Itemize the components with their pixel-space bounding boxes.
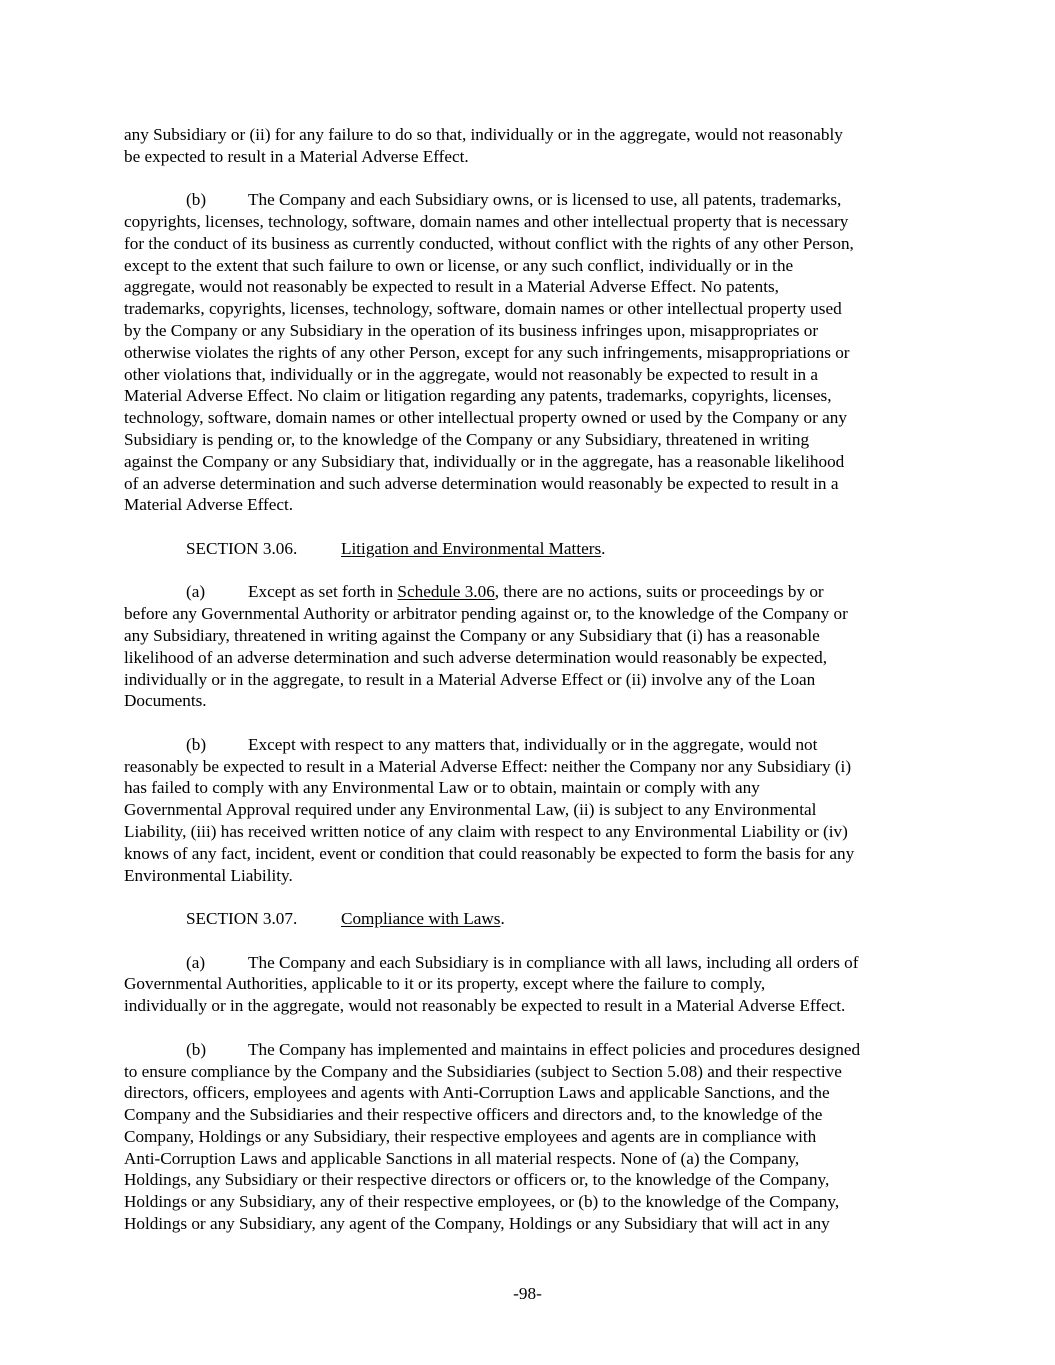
document-page [124,124,933,1257]
schedule-reference: Schedule 3.06 [397,582,495,602]
section-number: SECTION 3.07. [186,909,298,929]
clause-label: (a) [186,952,206,972]
text-line: Material Adverse Effect. No claim or litigation regarding any patents, trademarks, copyrights, licenses, [124,386,832,406]
text-line: Company, Holdings or any Subsidiary, their respective employees and agents are in compliance with [124,1126,817,1146]
text-line: any Subsidiary, threatened in writing against the Company or any Subsidiary that (i) has a reasonable [124,626,820,645]
text-line: copyrights, licenses, technology, software, domain names and other intellectual property that is necessary [124,212,849,232]
text-line [124,189,933,211]
text-run: The Company and each Subsidiary is in compliance with all laws, including all orders of [248,952,859,972]
text-line: otherwise violates the rights of any other Person, except for any such infringements, misappropriations or [124,342,850,362]
text-line: Holdings, any Subsidiary or their respective directors or officers or, to the knowledge of the Company, [124,1170,830,1190]
text-run: Except with respect to any matters that, individually or in the aggregate, would not [248,734,818,754]
text-line: to ensure compliance by the Company and the Subsidiaries (subject to Section 5.08) and their respective [124,1061,842,1081]
text-line [124,538,933,560]
text-line: before any Governmental Authority or arbitrator pending against or, to the knowledge of the Company or [124,604,848,624]
text-line: by the Company or any Subsidiary in the operation of its business infringes upon, misappropriates or [124,321,819,341]
text-line: Governmental Approval required under any Environmental Law, (ii) is subject to any Environmental [124,800,817,820]
clause-label: (b) [186,734,207,754]
text-run: , there are no actions, suits or proceedings by or [494,582,824,602]
text-line: Subsidiary is pending or, to the knowledge of the Company or any Subsidiary, threatened in writing [124,430,810,450]
section-title: Compliance with Laws [341,909,501,929]
paragraph-environmental-b [124,734,933,887]
text-line: other violations that, individually or in the aggregate, would not reasonably be expected to result in a [124,364,818,384]
paragraph-compliance-a [124,952,933,1017]
text-line: knows of any fact, incident, event or condition that could reasonably be expected to form the basis for any [124,843,855,863]
clause-label: (b) [186,190,207,210]
clause-label: (b) [186,1039,207,1059]
text-line [124,581,933,603]
text-run: Except as set forth in [248,582,398,602]
text-run: The Company and each Subsidiary owns, or is licensed to use, all patents, trademarks, [248,190,842,210]
text-line: reasonably be expected to result in a Material Adverse Effect: neither the Company nor any Subsidiary (i) [124,756,852,776]
text-line: technology, software, domain names or other intellectual property owned or used by the Company or any [124,408,847,428]
text-line [124,952,933,974]
text-line: Holdings or any Subsidiary, any of their respective employees, or (b) to the knowledge of the Company, [124,1192,840,1212]
clause-label: (a) [186,582,206,602]
paragraph-litigation-a [124,581,933,712]
text-line [124,908,933,930]
text-line: Environmental Liability. [124,865,293,885]
text-line: trademarks, copyrights, licenses, technology, software, domain names or other intellectual property used [124,299,842,319]
section-title: Litigation and Environmental Matters [341,538,602,558]
text-line: Liability, (iii) has received written notice of any claim with respect to any Environmental Liability or (iv) [124,822,848,842]
section-number: SECTION 3.06. [186,538,298,558]
text-line: of an adverse determination and such adverse determination would reasonably be expected to result in a [124,473,839,493]
text-line: has failed to comply with any Environmental Law or to obtain, maintain or comply with any [124,778,760,798]
text-line: individually or in the aggregate, to result in a Material Adverse Effect or (ii) involve any of the Loan [124,669,816,689]
text-line: for the conduct of its business as currently conducted, without conflict with the rights of any other Person, [124,233,854,253]
text-line: Material Adverse Effect. [124,495,294,515]
text-line: be expected to result in a Material Adverse Effect. [124,146,469,166]
text-line: except to the extent that such failure to own or license, or any such conflict, individually or in the [124,255,794,275]
text-line: Governmental Authorities, applicable to it or its property, except where the failure to comply, [124,974,766,994]
paragraph-ip-b [124,189,933,516]
text-run: The Company has implemented and maintains in effect policies and procedures designed [248,1039,861,1059]
text-line: against the Company or any Subsidiary that, individually or in the aggregate, has a reasonable likelihood [124,451,845,471]
text-line: Holdings or any Subsidiary, any agent of the Company, Holdings or any Subsidiary that will act in any [124,1214,830,1234]
text-line: Documents. [124,691,207,711]
text-line: likelihood of an adverse determination and such adverse determination would reasonably be expected, [124,647,828,667]
text-line: directors, officers, employees and agents with Anti-Corruption Laws and applicable Sanctions, and the [124,1083,830,1103]
text-line: Anti-Corruption Laws and applicable Sanctions in all material respects. None of (a) the Company, [124,1148,800,1168]
text-line [124,1039,933,1061]
text-line: any Subsidiary or (ii) for any failure to do so that, individually or in the aggregate, would not reasonably [124,125,843,144]
text-line: individually or in the aggregate, would not reasonably be expected to result in a Material Adverse Effect. [124,996,846,1016]
page-number: -98- [513,1284,542,1303]
section-title-period: . [601,538,606,558]
text-line: Company and the Subsidiaries and their respective officers and directors and, to the knowledge of the [124,1105,823,1125]
text-line [124,734,933,756]
paragraph-compliance-b [124,1039,933,1235]
paragraph-continuation [124,124,933,168]
section-title-period: . [500,909,505,929]
text-line: aggregate, would not reasonably be expected to result in a Material Adverse Effect. No patents, [124,277,779,297]
section-3-07-heading [124,908,933,930]
section-3-06-heading [124,538,933,560]
